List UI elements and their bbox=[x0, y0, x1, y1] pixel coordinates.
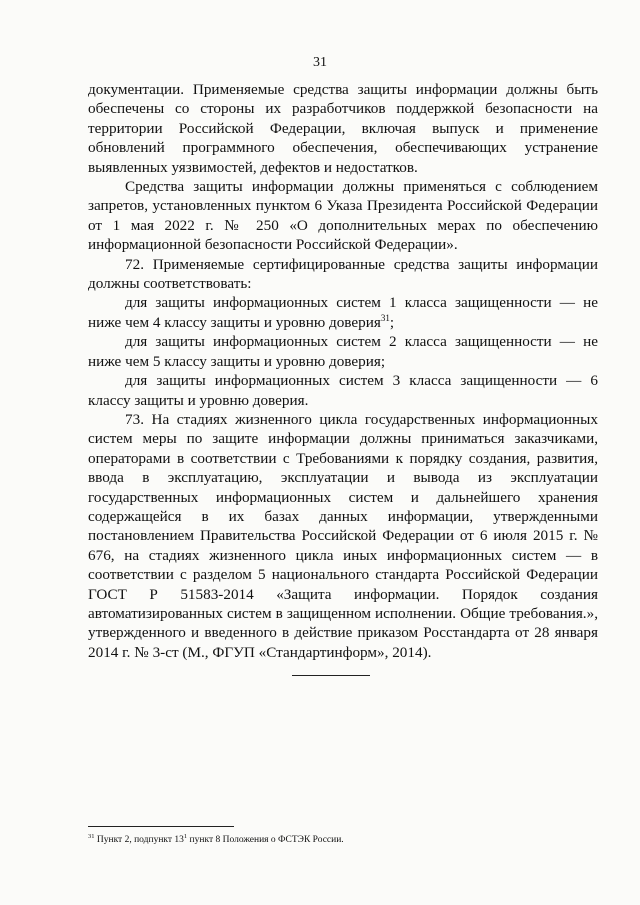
list-item-tail: ; bbox=[389, 313, 395, 331]
section-separator bbox=[292, 675, 370, 676]
footnote-text-2: пункт 8 Положения о ФСТЭК России. bbox=[187, 835, 344, 845]
footnote-marker: 31 bbox=[88, 832, 95, 840]
footnote-rule bbox=[88, 826, 234, 827]
list-item-text: для защиты информационных систем 1 класса защищенности — не ниже чем 4 классу защиты и уровню доверия bbox=[88, 294, 598, 331]
paragraph-72: 72. Применяемые сертифицированные средства защиты информации должны соответствовать: bbox=[88, 255, 598, 293]
footnote-text-1: Пункт 2, подпункт 13 bbox=[94, 835, 184, 845]
paragraph-restrictions: Средства защиты информации должны применяться с соблюдением запретов, установленных пунктом 6 Указа Президента Российской Федерации от 1 мая 2022 г. № 250 «О дополнительных мерах по обеспечению информационной безопасности Российской Федерации». bbox=[88, 178, 598, 254]
footnote-subpoint-sup: 1 bbox=[183, 832, 188, 840]
body-text bbox=[88, 80, 598, 662]
list-item-class-2: для защиты информационных систем 2 класса защищенности — не ниже чем 5 классу защиты и уровню доверия; bbox=[88, 333, 598, 370]
footnote-reference[interactable]: 31 bbox=[380, 312, 390, 323]
paragraph-73: 73. На стадиях жизненного цикла государственных информационных систем меры по защите информации должны приниматься заказчиками, операторами в соответствии с Требованиями к порядку создания, развития, ввода в эксплуатацию, эксплуатации и вывода из эксплуатации государственных информационных систем и дальнейшего хранения содержащейся в их базах данных информации, утвержденными постановлением Правительства Российской Федерации от 6 июля 2015 г. № 676, на стадиях жизненного цикла иных информационных систем — в соответствии с разделом 5 национального стандарта Российской Федерации ГОСТ Р 51583-2014 «Защита информации. Порядок создания автоматизированных систем в защищенном исполнении. Общие требования.», утвержденного и введенного в действие приказом Росстандарта от 28 января 2014 г. № 3-ст (М., ФГУП «Стандартинформ», 2014). bbox=[88, 410, 598, 661]
list-item-class-1 bbox=[88, 293, 598, 332]
paragraph-continuation: документации. Применяемые средства защиты информации должны быть обеспечены со стороны их разработчиков поддержкой безопасности на территории Российской Федерации, включая выпуск и применение обновлений программного обеспечения, обеспечивающих устранение выявленных уязвимостей, дефектов и недостатков. bbox=[88, 81, 598, 176]
list-item-class-3: для защиты информационных систем 3 класса защищенности — 6 классу защиты и уровню доверия. bbox=[88, 372, 598, 409]
page-number: 31 bbox=[313, 55, 327, 70]
footnote bbox=[88, 834, 588, 846]
